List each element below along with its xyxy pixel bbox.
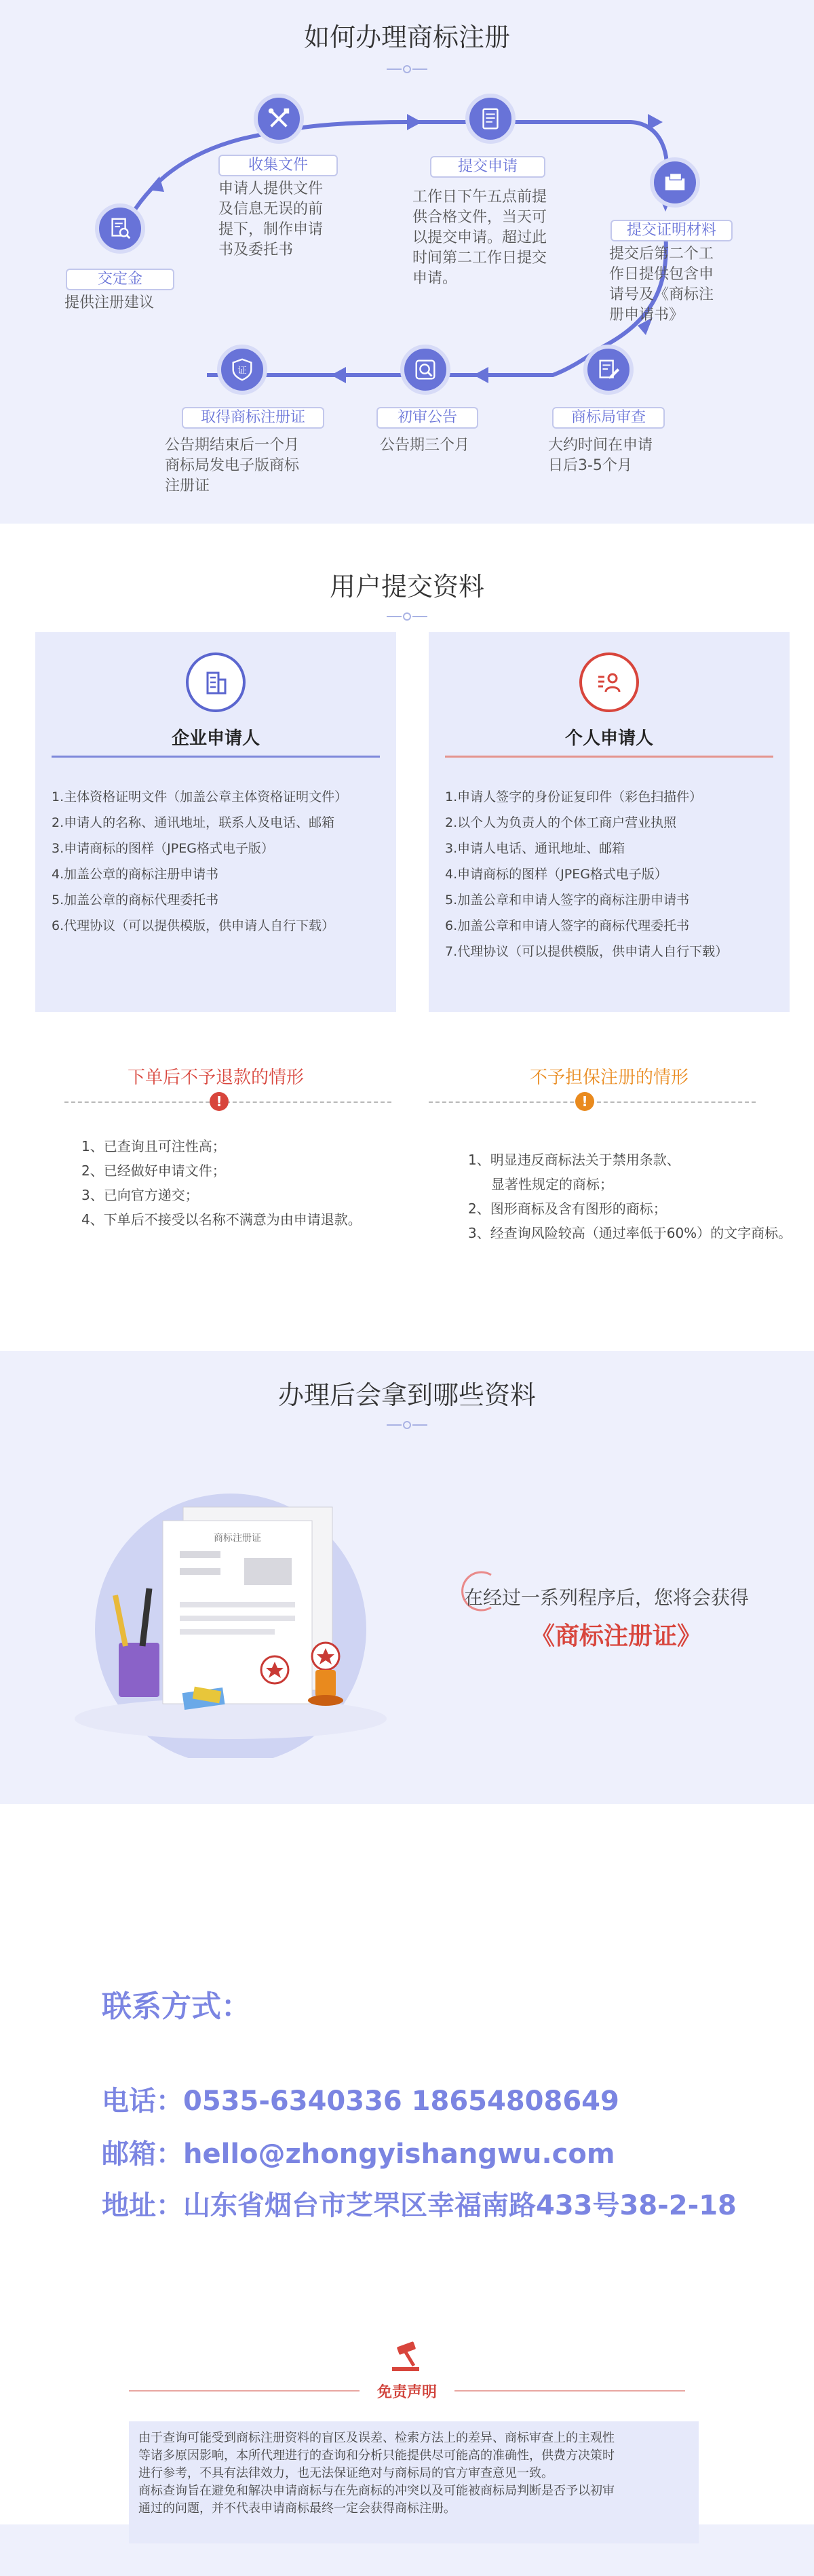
contact-email[interactable]: 邮箱：hello@zhongyishangwu.com [102, 2139, 615, 2170]
step-7-node [217, 345, 267, 395]
title-divider [387, 612, 427, 621]
step-6-node [400, 345, 450, 395]
list-item: 3、已向官方递交； [81, 1187, 199, 1203]
list-item: 2、图形商标及含有图形的商标； [468, 1201, 667, 1217]
list-item: 3、经查询风险较高（通过率低于60%）的文字商标。 [468, 1225, 792, 1241]
divider [454, 2390, 685, 2392]
folder-icon [662, 170, 688, 195]
individual-title: 个人申请人 [564, 728, 653, 749]
divider [445, 756, 773, 758]
no-guarantee-list [468, 1148, 792, 1245]
result-text: 在经过一系列程序后，您将会获得 [464, 1586, 750, 1609]
step-4-label: 提交证明材料 [610, 220, 733, 241]
divider [52, 756, 380, 758]
list-item: 显著性规定的商标； [491, 1176, 613, 1192]
warning-icon: ! [575, 1092, 594, 1111]
gavel-icon [387, 2340, 427, 2374]
tools-icon [266, 106, 292, 132]
doc-label: 商标注册证 [214, 1533, 261, 1544]
svg-text:证: 证 [237, 366, 247, 376]
list-item: 5.加盖公章和申请人签字的商标注册申请书 [445, 893, 690, 908]
step-4-desc: 提交后第二个工 作日提供包含申 请号及《商标注 册申请书》 [609, 246, 714, 324]
step-3-desc: 工作日下午五点前提 供合格文件，当天可 以提交申请。超过此 时间第二工作日提交 申请。 [412, 189, 547, 287]
certificate-icon [229, 357, 255, 383]
no-guarantee-title: 不予担保注册的情形 [529, 1068, 689, 1088]
result-section [0, 1351, 814, 1804]
title-divider [387, 1420, 427, 1430]
contact-heading: 联系方式： [102, 1989, 251, 2024]
step-7-desc: 公告期结束后一个月 商标局发电子版商标 注册证 [165, 437, 300, 494]
step-2-node [254, 94, 304, 144]
materials-section [0, 524, 814, 1351]
certificate-illustration [47, 1466, 427, 1758]
list-item: 3.申请商标的图样（JPEG格式电子版） [52, 841, 274, 856]
building-icon [186, 652, 246, 712]
no-refund-list [81, 1134, 362, 1232]
list-item: 7.代理协议（可以提供模版，供申请人自行下载） [445, 944, 729, 959]
step-2-label: 收集文件 [218, 155, 338, 176]
list-item: 5.加盖公章的商标代理委托书 [52, 893, 219, 908]
list-item: 6.加盖公章和申请人签字的商标代理委托书 [445, 918, 690, 933]
list-item: 2、已经做好申请文件； [81, 1163, 226, 1179]
step-1-label: 交定金 [66, 269, 174, 290]
list-item: 3.申请人电话、通讯地址、邮箱 [445, 841, 625, 856]
list-item: 4.加盖公章的商标注册申请书 [52, 867, 219, 882]
list-item: 2.以个人为负责人的个体工商户营业执照 [445, 815, 677, 830]
document-search-icon [107, 216, 133, 241]
step-1-desc: 提供注册建议 [64, 294, 155, 311]
step-7-label: 取得商标注册证 [182, 407, 324, 429]
result-title: 办理后会拿到哪些资料 [277, 1380, 536, 1410]
list-item: 4、下单后不接受以名称不满意为由申请退款。 [81, 1211, 362, 1228]
list-item: 4.申请商标的图样（JPEG格式电子版） [445, 867, 667, 882]
list-item: 1、已查询且可注性高； [81, 1138, 226, 1154]
contact-section [0, 1804, 814, 2576]
individual-list [445, 784, 784, 964]
contact-phone[interactable]: 电话：0535-6340336 18654808649 [102, 2086, 619, 2117]
list-item: 1、明显违反商标法关于禁用条款、 [468, 1152, 680, 1168]
list-item: 1.主体资格证明文件（加盖公章主体资格证明文件） [52, 789, 348, 804]
individual-card [429, 632, 790, 1012]
announcement-icon [412, 357, 438, 383]
enterprise-card [35, 632, 396, 1012]
result-certificate-name: 《商标注册证》 [530, 1622, 702, 1650]
materials-title: 用户提交资料 [329, 572, 484, 602]
step-3-label: 提交申请 [430, 156, 545, 178]
person-id-icon [579, 652, 639, 712]
step-6-label: 初审公告 [376, 407, 478, 429]
no-refund-title: 下单后不予退款的情形 [127, 1068, 304, 1088]
warning-icon: ! [210, 1092, 229, 1111]
step-4-node [650, 157, 700, 208]
step-5-node [583, 345, 634, 395]
process-section [0, 0, 814, 524]
step-5-desc: 大约时间在申请 日后3-5个月 [548, 437, 653, 474]
step-1-node [95, 203, 145, 254]
enterprise-list [52, 784, 391, 939]
list-item: 1.申请人签字的身份证复印件（彩色扫描件） [445, 789, 703, 804]
disclaimer-title: 免责声明 [376, 2384, 437, 2401]
contact-address: 地址：山东省烟台市芝罘区幸福南路433号38-2-18 [102, 2190, 737, 2221]
review-icon [596, 357, 621, 383]
list-item: 2.申请人的名称、通讯地址，联系人及电话、邮箱 [52, 815, 335, 830]
step-5-label: 商标局审查 [552, 407, 665, 429]
step-6-desc: 公告期三个月 [380, 437, 470, 454]
disclaimer-text: 由于查询可能受到商标注册资料的盲区及误差、检索方法上的差异、商标审查上的主观性 等诸多原因影响，本所代理进行的查询和分析只能提供尽可能高的准确性，供费方决策时 进行参考，不具有法律效力，也无法保证绝对与商标局的官方审查意见一致。 商标查询旨在避免和解决申请商标与在先商标的冲突以及可能被商标局判断是否予以初审 通过的问题，并不代表申请商标最终一定会获得商标注册。 [129, 2421, 699, 2543]
enterprise-title: 企业申请人 [171, 728, 260, 749]
step-3-node [465, 94, 516, 144]
step-2-desc: 申请人提供文件 及信息无误的前 提下，制作申请 书及委托书 [218, 180, 324, 258]
list-item: 6.代理协议（可以提供模版，供申请人自行下载） [52, 918, 335, 933]
process-title: 如何办理商标注册 [303, 22, 510, 52]
document-icon [478, 106, 503, 132]
